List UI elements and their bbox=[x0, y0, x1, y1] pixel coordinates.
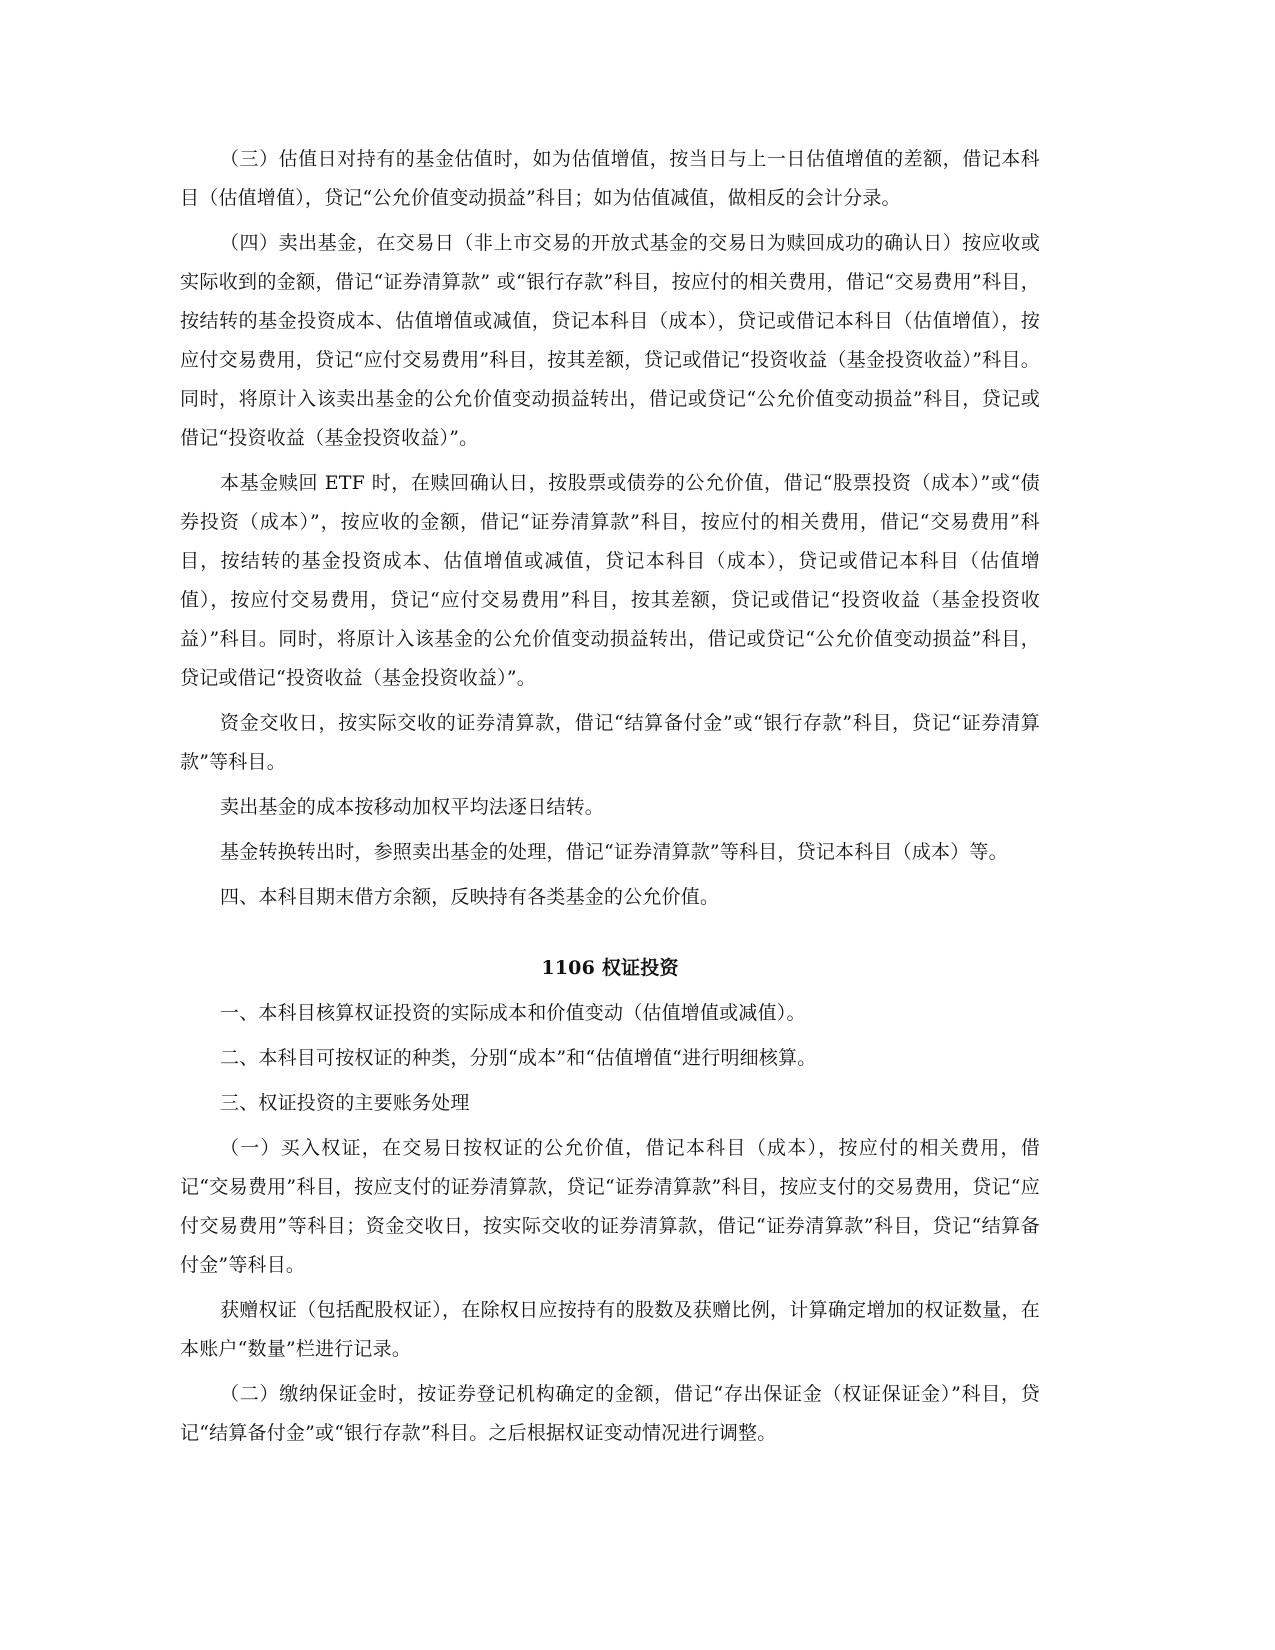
paragraph-main-treatment: 三、权证投资的主要账务处理 bbox=[220, 1092, 470, 1114]
paragraph-sell-fund: （四）卖出基金，在交易日（非上市交易的开放式基金的交易日为赎回成功的确认日）按应收或实际收到的金额，借记“证券清算款” 或“银行存款”科目，按应付的相关费用，借记“交易费用”科目，按结转的基金投资成本、估值增值或减值，贷记本科目（成本），贷记或借记本科目（估值增值），按应付交易费用，贷记“应付交易费用”科目，按其差额，贷记或借记“投资收益（基金投资收益）”科目。同时，将原计入该卖出基金的公允价值变动损益转出，借记或贷记“公允价值变动损益”科目，贷记或借记“投资收益（基金投资收益）”。 bbox=[180, 232, 1040, 449]
paragraph-fund-conversion: 基金转换转出时，参照卖出基金的处理，借记“证券清算款”等科目，贷记本科目（成本）等。 bbox=[220, 841, 1008, 863]
paragraph-detail-accounts: 二、本科目可按权证的种类，分别“成本”和“估值增值“进行明细核算。 bbox=[220, 1047, 817, 1069]
paragraph-ending-balance: 四、本科目期末借方余额，反映持有各类基金的公允价值。 bbox=[220, 886, 720, 908]
paragraph-settlement-day: 资金交收日，按实际交收的证券清算款，借记“结算备付金”或“银行存款”科目，贷记“证券清算款”等科目。 bbox=[180, 712, 1040, 773]
section-heading-1106: 1106 权证投资 bbox=[541, 957, 679, 979]
paragraph-scope: 一、本科目核算权证投资的实际成本和价值变动（估值增值或减值）。 bbox=[220, 1002, 806, 1024]
paragraph-valuation: （三）估值日对持有的基金估值时，如为估值增值，按当日与上一日估值增值的差额，借记本科目（估值增值），贷记“公允价值变动损益”科目；如为估值减值，做相反的会计分录。 bbox=[180, 148, 1040, 209]
paragraph-gifted-warrant: 获赠权证（包括配股权证），在除权日应按持有的股数及获赠比例，计算确定增加的权证数量，在本账户“数量”栏进行记录。 bbox=[180, 1299, 1040, 1360]
paragraph-buy-warrant: （一）买入权证，在交易日按权证的公允价值，借记本科目（成本），按应付的相关费用，借记“交易费用”科目，按应支付的证券清算款，贷记“证券清算款”科目，按应支付的交易费用，贷记“应付交易费用”等科目；资金交收日，按实际交收的证券清算款，借记“证券清算款”科目，贷记“结算备付金”等科目。 bbox=[180, 1137, 1040, 1276]
paragraph-margin-deposit: （二）缴纳保证金时，按证券登记机构确定的金额，借记“存出保证金（权证保证金）”科目，贷记“结算备付金”或“银行存款”科目。之后根据权证变动情况进行调整。 bbox=[180, 1383, 1040, 1444]
paragraph-redeem-etf: 本基金赎回 ETF 时，在赎回确认日，按股票或债券的公允价值，借记“股票投资（成本）”或“债券投资（成本）”，按应收的金额，借记“证券清算款”科目，按应付的相关费用，借记“交易费用”科目，按结转的基金投资成本、估值增值或减值，贷记本科目（成本），贷记或借记本科目（估值增值），按应付交易费用，贷记“应付交易费用”科目，按其差额，贷记或借记“投资收益（基金投资收益）”科目。同时，将原计入该基金的公允价值变动损益转出，借记或贷记“公允价值变动损益”科目，贷记或借记“投资收益（基金投资收益）”。 bbox=[180, 472, 1040, 689]
document-body bbox=[180, 140, 1040, 1459]
paragraph-cost-method: 卖出基金的成本按移动加权平均法逐日结转。 bbox=[220, 796, 605, 818]
